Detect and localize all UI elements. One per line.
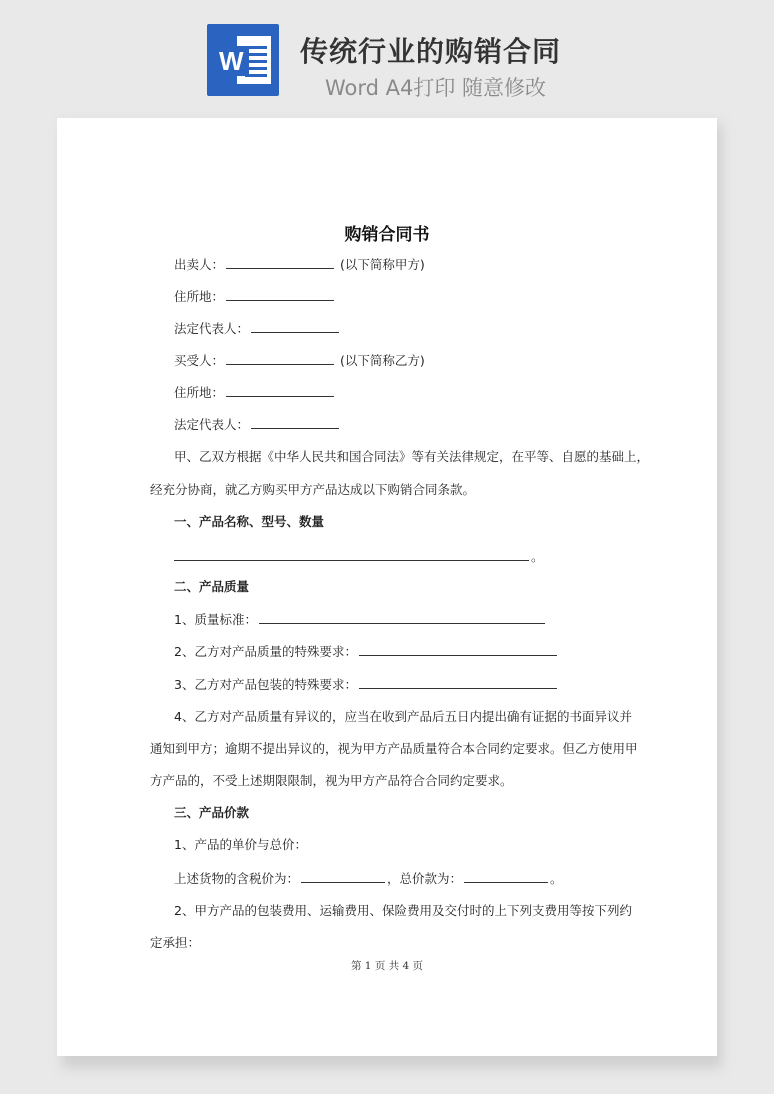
packaging-requirement-label: 3、乙方对产品包装的特殊要求：: [174, 677, 357, 692]
packaging-requirement-blank[interactable]: [359, 674, 557, 689]
quality-requirement-blank[interactable]: [359, 641, 557, 656]
seller-note: (以下简称甲方): [340, 257, 425, 272]
quality-requirement-label: 2、乙方对产品质量的特殊要求：: [174, 644, 357, 659]
buyer-address-blank[interactable]: [226, 382, 334, 397]
buyer-note: (以下简称乙方): [340, 353, 425, 368]
section-1-blank[interactable]: [174, 546, 529, 561]
price-line-end: 。: [550, 871, 563, 886]
section-3-item-2-line-1: 2、甲方产品的包装费用、运输费用、保险费用及交付时的上下列支费用等按下列约: [174, 903, 632, 918]
section-2-item-3: [174, 674, 559, 694]
seller-blank[interactable]: [226, 254, 334, 269]
unit-price-blank[interactable]: [301, 868, 385, 883]
seller-rep-blank[interactable]: [251, 318, 339, 333]
buyer-label: 买受人：: [174, 353, 225, 368]
buyer-rep-line: [174, 414, 341, 434]
section-3-price-line: [174, 868, 563, 888]
section-2-item-4-line-2: 通知到甲方；逾期不提出异议的，视为甲方产品质量符合本合同约定要求。但乙方使用甲: [150, 741, 638, 756]
word-letter: W: [219, 46, 249, 76]
word-document-icon: [207, 24, 279, 96]
section-3-item-1: 1、产品的单价与总价：: [174, 837, 307, 852]
seller-line: [174, 254, 425, 274]
buyer-line: [174, 350, 425, 370]
seller-address-blank[interactable]: [226, 286, 334, 301]
buyer-rep-label: 法定代表人：: [174, 417, 250, 432]
total-price-blank[interactable]: [464, 868, 548, 883]
section-2-item-4-line-1: 4、乙方对产品质量有异议的，应当在收到产品后五日内提出确有证据的书面异议并: [174, 709, 632, 724]
seller-rep-line: [174, 318, 341, 338]
buyer-address-label: 住所地：: [174, 385, 225, 400]
section-1-end: 。: [531, 549, 544, 564]
section-3-item-2-line-2: 定承担：: [150, 935, 201, 950]
seller-label: 出卖人：: [174, 257, 225, 272]
section-1-blank-line: [174, 546, 544, 566]
banner-title: 传统行业的购销合同: [300, 35, 562, 68]
seller-address-label: 住所地：: [174, 289, 225, 304]
banner-subtitle: Word A4打印 随意修改: [325, 76, 547, 100]
section-1-heading: 一、产品名称、型号、数量: [174, 514, 325, 529]
buyer-rep-blank[interactable]: [251, 414, 339, 429]
quality-standard-label: 1、质量标准：: [174, 612, 257, 627]
document-title: 购销合同书: [344, 225, 430, 245]
total-price-label: ，总价款为：: [387, 871, 463, 886]
section-2-item-1: [174, 609, 547, 629]
section-2-item-2: [174, 641, 559, 661]
section-2-item-4-line-3: 方产品的，不受上述期限限制，视为甲方产品符合合同约定要求。: [150, 773, 513, 788]
intro-line-1: 甲、乙双方根据《中华人民共和国合同法》等有关法律规定，在平等、自愿的基础上，: [174, 449, 650, 464]
buyer-blank[interactable]: [226, 350, 334, 365]
quality-standard-blank[interactable]: [259, 609, 545, 624]
section-2-heading: 二、产品质量: [174, 579, 250, 594]
page-footer: 第 1 页 共 4 页: [350, 960, 424, 972]
document-page: [57, 118, 717, 1056]
seller-address-line: [174, 286, 336, 306]
intro-line-2: 经充分协商，就乙方购买甲方产品达成以下购销合同条款。: [150, 482, 476, 497]
header-banner: [0, 0, 774, 118]
seller-rep-label: 法定代表人：: [174, 321, 250, 336]
section-3-heading: 三、产品价款: [174, 805, 250, 820]
buyer-address-line: [174, 382, 336, 402]
unit-price-label: 上述货物的含税价为：: [174, 871, 300, 886]
